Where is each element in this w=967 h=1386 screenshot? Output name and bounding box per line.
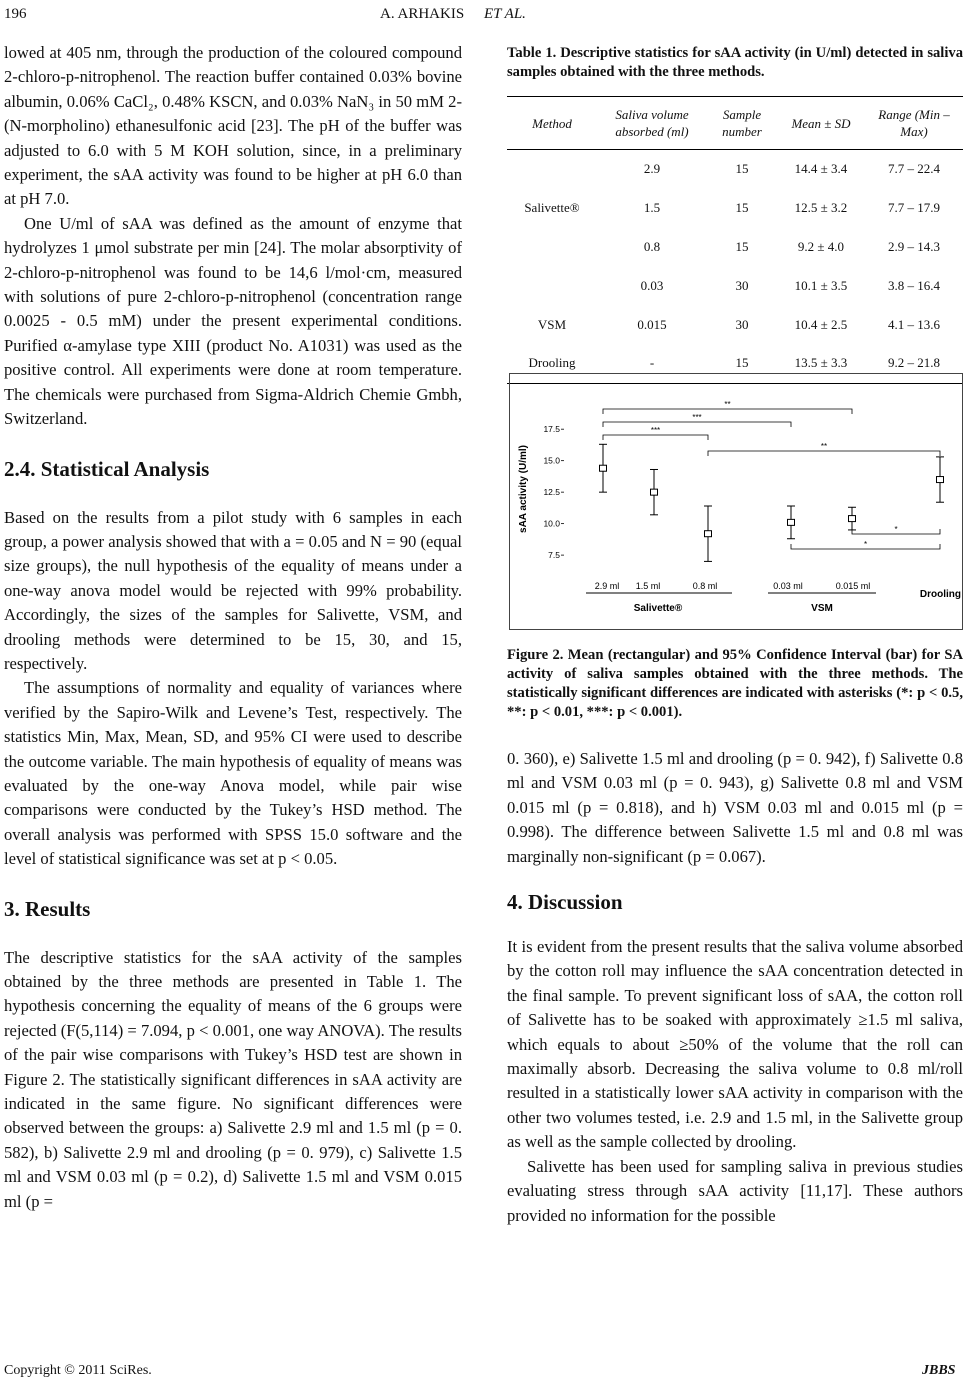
cell-n: 15 <box>735 161 749 177</box>
table-row <box>507 266 963 305</box>
cell-range: 4.1 – 13.6 <box>888 316 940 332</box>
cell-mean: 9.2 ± 4.0 <box>797 238 845 254</box>
section-heading-discussion: 4. Discussion <box>507 890 623 915</box>
spacer <box>4 922 462 946</box>
running-header <box>380 6 526 23</box>
right-column <box>507 747 963 1228</box>
cell-mean: 12.5 ± 3.2 <box>794 200 848 216</box>
significance-label: * <box>894 525 898 534</box>
y-tick-label: 17.5 <box>543 424 560 435</box>
category-label: 0.03 ml <box>773 581 803 591</box>
cell-mean: 10.4 ± 2.5 <box>794 316 848 332</box>
paragraph: The assumptions of normality and equality of variances where verified by the Sapiro-Wilk and Levene’s Test, respectively. The statistics Min, Max, Mean, SD, and 95% CI were used to describe the outcome variable. The main hypothesis of equality of means was evaluated by the one-way Anova model, while pair wise comparisons were conducted by the Tukey’s HSD method. The overall analysis was performed with SPSS 15.0 software and the level of statistical significance was set at p < 0.05. <box>4 678 462 869</box>
footer-journal: JBBS <box>922 1363 956 1378</box>
header-saliva-volume: Saliva volume absorbed (ml) <box>597 97 707 150</box>
section-heading-results: 3. Results <box>4 896 91 921</box>
significance-label: * <box>863 540 868 549</box>
cell-method <box>507 150 597 189</box>
cell-range: 7.7 – 17.9 <box>888 200 940 216</box>
cell-n: 15 <box>735 238 749 254</box>
spacer <box>4 482 462 506</box>
table-row <box>507 150 963 189</box>
category-label: 0.015 ml <box>835 581 871 591</box>
cell-volume: 1.5 <box>643 200 661 216</box>
header-mean-sd: Mean ± SD <box>777 97 865 150</box>
cell-n: 30 <box>735 316 749 332</box>
table-1 <box>507 96 963 384</box>
mean-marker <box>937 477 944 483</box>
figure-caption: Figure 2. Mean (rectangular) and 95% Confidence Interval (bar) for SA activity of saliva samples obtained with the three methods. The statistically significant differences are indicated with asterisks (*: p < 0.5, **: p < 0.01, ***: p < 0.001). <box>507 647 963 720</box>
cell-n: 30 <box>735 277 749 293</box>
y-tick-label: 10.0 <box>543 518 560 529</box>
group-label-salivette: Salivette® <box>633 603 683 614</box>
significance-bracket <box>603 422 791 427</box>
spacer <box>507 869 963 889</box>
cell-method <box>507 266 597 305</box>
cell-volume: 0.015 <box>637 316 667 332</box>
group-label-drooling: Drooling <box>919 589 961 600</box>
mean-marker <box>651 489 658 495</box>
cell-range: 2.9 – 14.3 <box>888 238 940 254</box>
significance-label: *** <box>692 413 702 422</box>
cell-mean: 13.5 ± 3.3 <box>777 344 865 383</box>
sa-activity-chart <box>510 374 962 629</box>
cell-method: VSM <box>537 316 567 332</box>
running-header-authors: A. ARHAKIS <box>380 6 465 22</box>
cell-range: 3.8 – 16.4 <box>888 277 940 293</box>
significance-bracket <box>603 435 708 440</box>
mean-marker <box>788 519 795 525</box>
cell-mean: 10.1 ± 3.5 <box>794 277 848 293</box>
cell-volume: - <box>597 344 707 383</box>
cell-method: Drooling <box>507 344 597 383</box>
mean-marker <box>849 516 856 522</box>
y-tick-label: 15.0 <box>543 455 560 466</box>
cell-range: 9.2 – 21.8 <box>865 344 963 383</box>
cell-n: 15 <box>735 200 749 216</box>
spacer <box>4 432 462 456</box>
category-label: 1.5 ml <box>635 581 661 591</box>
section-heading-statistical-analysis: 2.4. Statistical Analysis <box>4 456 210 481</box>
table-row <box>507 305 963 344</box>
cell-mean: 14.4 ± 3.4 <box>794 161 848 177</box>
cell-method <box>507 228 597 267</box>
paragraph: One U/ml of sAA was defined as the amount of enzyme that hydrolyzes 1 μmol substrate per min [24]. The molar absorptivity of 2-chloro-p-nitrophenol was found to be 14,6 l/mol·cm, measured with solutions of pure 2-chloro-p-nitrophenol (concentration range 0.0025 - 0.5 mM) under the present experimental conditions. Purified α-amylase type XIII (product No. A1031) was used as the positive control. All experiments were done at room temperature. The chemicals were purchased from Sigma-Aldrich Chemie Gmbh, Switzerland. <box>4 213 462 429</box>
y-tick-label: 7.5 <box>548 550 560 561</box>
paragraph: lowed at 405 nm, through the production of the coloured compound 2-chloro-p-nitrophenol. The reaction buffer contained 0.03% bovine albumin, 0.06% CaCl₂, 0.48% KSCN, and 0.03% NaN₃ in 50 mM 2-(N-morpholino) ethanesulfonic acid [23]. The pH of the buffer was adjusted to 6.0 with 5 M KOH solution, since, in a preliminary experiment, the sAA activity was found to be higher at pH 6.0 than at pH 7.0. <box>4 43 462 209</box>
figure-2 <box>509 373 963 630</box>
spacer <box>507 915 963 935</box>
descriptive-statistics-table <box>507 96 963 384</box>
paragraph: Based on the results from a pilot study with 6 samples in each group, a power analysis showed that with a = 0.05 and N = 90 (equal size groups), the null hypothesis of the equality of means under a one-way anova model would be rejected with 99% probability. Accordingly, the sizes of the samples for Salivette, VSM, and drooling methods were determined to be 15, 30, and 15, respectively. <box>4 507 462 673</box>
mean-marker <box>600 465 607 471</box>
header-sample-number: Sample number <box>707 97 777 150</box>
significance-label: ** <box>724 400 731 409</box>
y-tick-label: 12.5 <box>543 487 560 498</box>
cell-volume: 0.8 <box>643 238 661 254</box>
paragraph: The descriptive statistics for the sAA activity of the samples obtained by the three methods are presented in Table 1. The hypothesis concerning the equality of means of the 6 groups were rejected (F(5,114) = 7.094, p < 0.001, one way ANOVA). The results of the pair wise comparisons with Tukey’s HSD test are shown in Figure 2. The statistically significant differences in sAA activity are indicated in the same figure. No significant differences were observed between the groups: a) Salivette 2.9 ml and 1.5 ml (p = 0. 582), b) Salivette 2.9 ml and drooling (p = 0. 979), c) Salivette 1.5 ml and VSM 0.03 ml (p = 0.2), d) Salivette 1.5 ml and VSM 0.015 ml (p = <box>4 947 462 1211</box>
category-label: 2.9 ml <box>594 581 620 591</box>
group-label-vsm: VSM <box>811 603 833 614</box>
left-column <box>4 41 462 1214</box>
cell-volume: 0.03 <box>640 277 664 293</box>
significance-label: *** <box>650 426 661 435</box>
paragraph: Salivette has been used for sampling saliva in previous studies evaluating stress through sAA activity [11,17]. These authors provided no information for the possible <box>507 1156 963 1225</box>
running-header-etal: ET AL. <box>483 6 526 22</box>
paragraph: It is evident from the present results that the saliva volume absorbed by the cotton roll may influence the sAA concentration detected in the final sample. To prevent significant loss of sAA, the cotton roll of Salivette has to be soaked with approximately ≥1.5 ml saliva, which equals to about ≥50% of the volume that the roll can maximally absorb. Decreasing the saliva volume to 0.8 ml/roll resulted in a statistically lower sAA activity in comparison with the other two volumes tested, i.e. 2.9 and 1.5 ml, in the Salivette group as well as the sample collected by drooling. <box>507 937 963 1152</box>
paragraph: 0. 360), e) Salivette 1.5 ml and drooling (p = 0. 942), f) Salivette 0.8 ml and VSM 0.03 ml (p = 0. 943), g) Salivette 0.8 ml and VSM 0.015 ml (p = 0.818), and h) VSM 0.03 ml and 0.015 ml (p = 0.998). The difference between Salivette 1.5 ml and 0.8 ml was marginally non-significant (p = 0.067). <box>507 749 963 866</box>
spacer <box>4 872 462 896</box>
table-row <box>507 189 963 228</box>
significance-label: ** <box>820 442 828 451</box>
cell-range: 7.7 – 22.4 <box>888 161 940 177</box>
y-axis-label: sAA activity (U/ml) <box>518 445 529 533</box>
mean-marker <box>705 531 712 537</box>
cell-n: 15 <box>707 344 777 383</box>
table-caption: Table 1. Descriptive statistics for sAA activity (in U/ml) detected in saliva samples obtained with the three methods. <box>507 45 963 80</box>
cell-volume: 2.9 <box>643 161 661 177</box>
table-row <box>507 228 963 267</box>
significance-bracket <box>708 451 940 456</box>
cell-method: Salivette® <box>524 200 580 216</box>
page-number: 196 <box>4 6 27 22</box>
header-range: Range (Min – Max) <box>865 97 963 150</box>
category-label: 0.8 ml <box>692 581 718 591</box>
significance-bracket <box>603 409 852 414</box>
table-header-row <box>507 97 963 150</box>
footer-copyright: Copyright © 2011 SciRes. <box>4 1363 152 1378</box>
header-method: Method <box>507 97 597 150</box>
